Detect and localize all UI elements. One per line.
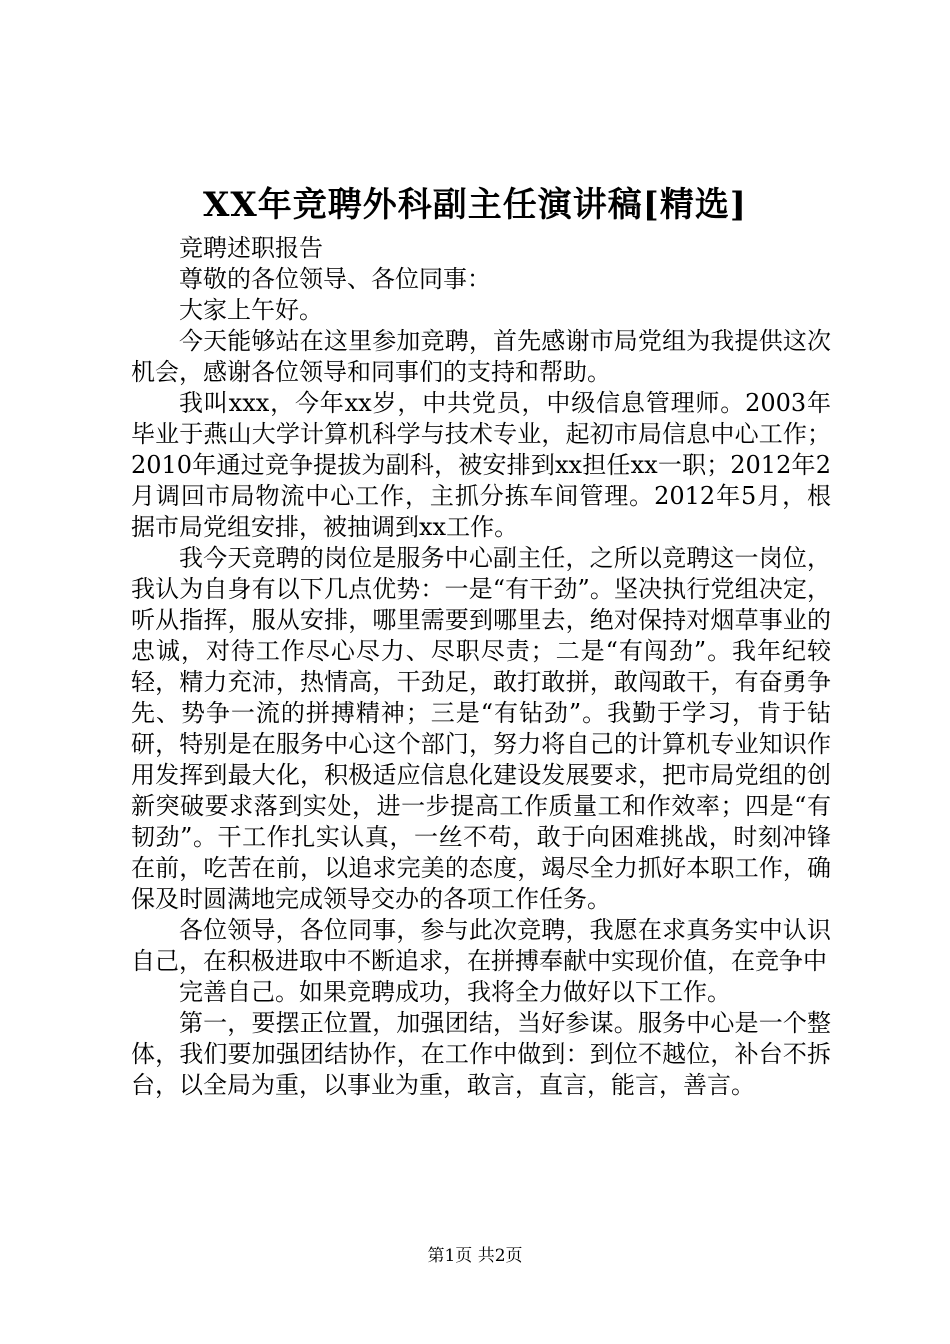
paragraph: 竞聘述职报告 — [179, 234, 323, 262]
paragraph: 我叫xxx，今年xx岁，中共党员，中级信息管理师。2003年毕业于燕山大学计算机科学与技术专业，起初市局信息中心工作；2010年通过竞争提拔为副科，被安排到xx担任xx一职；2012年2月调回市局物流中心工作，主抓分拣车间管理。2012年5月，根据市局党组安排，被抽调到xx工作。 — [131, 389, 831, 541]
paragraph: 今天能够站在这里参加竞聘，首先感谢市局党组为我提供这次机会，感谢各位领导和同事们的支持和帮助。 — [131, 327, 831, 386]
paragraph: 第一，要摆正位置，加强团结，当好参谋。服务中心是一个整体，我们要加强团结协作，在工作中做到：到位不越位，补台不拆台，以全局为重，以事业为重，敢言，直言，能言，善言。 — [131, 1009, 831, 1099]
document-body — [131, 233, 831, 1101]
page-footer: 第1页 共2页 — [427, 1246, 523, 1266]
document-title: XX年竞聘外科副主任演讲稿[精选] — [203, 185, 747, 225]
paragraph: 完善自己。如果竞聘成功，我将全力做好以下工作。 — [179, 978, 731, 1006]
paragraph: 各位领导，各位同事，参与此次竞聘，我愿在求真务实中认识自己，在积极进取中不断追求，在拼搏奉献中实现价值，在竞争中 — [131, 916, 831, 975]
paragraph: 大家上午好。 — [179, 296, 323, 324]
paragraph: 我今天竞聘的岗位是服务中心副主任，之所以竞聘这一岗位，我认为自身有以下几点优势：一是“有干劲”。坚决执行党组决定，听从指挥，服从安排，哪里需要到哪里去，绝对保持对烟草事业的忠诚，对待工作尽心尽力、尽职尽责；二是“有闯劲”。我年纪较轻，精力充沛，热情高，干劲足，敢打敢拼，敢闯敢干，有奋勇争先、势争一流的拼搏精神；三是“有钻劲”。我勤于学习，肯于钻研，特别是在服务中心这个部门，努力将自己的计算机专业知识作用发挥到最大化，积极适应信息化建设发展要求，把市局党组的创新突破要求落到实处，进一步提高工作质量工和作效率；四是“有韧劲”。干工作扎实认真，一丝不苟，敢于向困难挑战，时刻冲锋在前，吃苦在前，以追求完美的态度，竭尽全力抓好本职工作，确保及时圆满地完成领导交办的各项工作任务。 — [131, 544, 831, 913]
paragraph: 尊敬的各位领导、各位同事： — [179, 265, 491, 293]
